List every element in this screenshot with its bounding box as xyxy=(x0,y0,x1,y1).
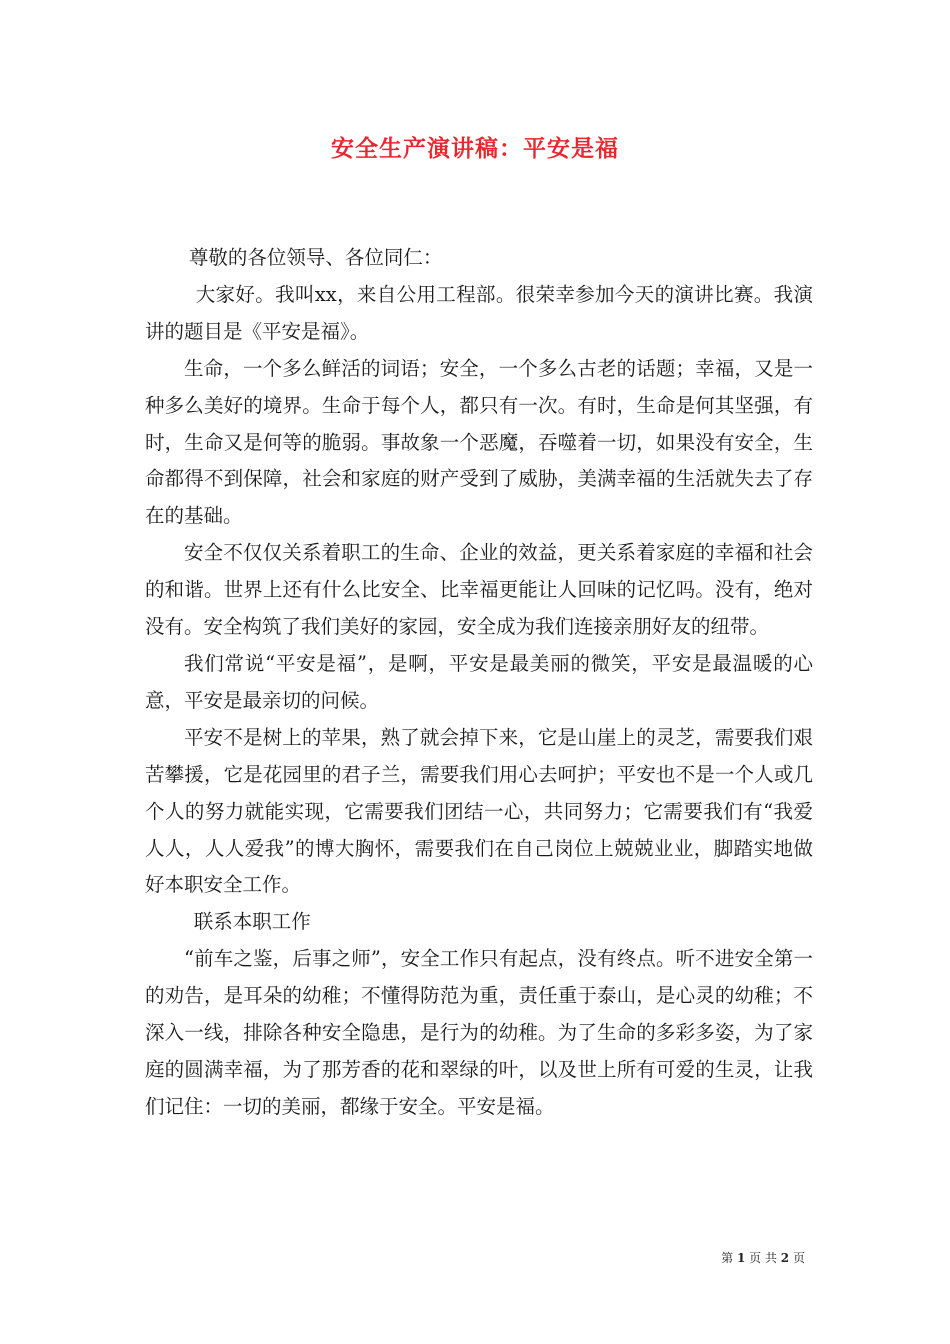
footer-middle: 页 共 xyxy=(749,1251,777,1265)
closing-paragraph: “前车之鉴，后事之师”，安全工作只有起点，没有终点。听不进安全第一的劝告，是耳朵的幼稚；不懂得防范为重，责任重于泰山，是心灵的幼稚；不深入一线，排除各种安全隐患，是行为的幼稚。为了生命的多彩多姿，为了家庭的圆满幸福，为了那芳香的花和翠绿的叶，以及世上所有可爱的生灵，让我们记住：一切的美丽，都缘于安全。平安是福。 xyxy=(145,947,813,1118)
page-number-footer xyxy=(721,1250,805,1266)
current-page-number: 1 xyxy=(736,1251,746,1265)
footer-prefix: 第 xyxy=(721,1251,734,1265)
body-paragraph: 生命，一个多么鲜活的词语；安全，一个多么古老的话题；幸福，又是一种多么美好的境界。生命于每个人，都只有一次。有时，生命是何其坚强，有时，生命又是何等的脆弱。事故象一个恶魔，吞噬着一切，如果没有安全，生命都得不到保障，社会和家庭的财产受到了威胁，美满幸福的生活就失去了存在的基础。 xyxy=(145,356,813,528)
total-pages-number: 2 xyxy=(780,1251,790,1265)
body-paragraph: 我们常说“平安是福”，是啊，平安是最美丽的微笑，平安是最温暖的心意，平安是最亲切的问候。 xyxy=(145,651,813,712)
body-paragraph: 平安不是树上的苹果，熟了就会掉下来，它是山崖上的灵芝，需要我们艰苦攀援，它是花园里的君子兰，需要我们用心去呵护；平安也不是一个人或几个人的努力就能实现，它需要我们团结一心，共同努力；它需要我们有“我爱人人，人人爱我”的博大胸怀，需要我们在自己岗位上兢兢业业，脚踏实地做好本职安全工作。 xyxy=(145,725,813,897)
body-paragraph: 安全不仅仅关系着职工的生命、企业的效益，更关系着家庭的幸福和社会的和谐。世界上还有什么比安全、比幸福更能让人回味的记忆吗。没有，绝对没有。安全构筑了我们美好的家园，安全成为我们连接亲朋好友的纽带。 xyxy=(145,541,813,639)
footer-suffix: 页 xyxy=(792,1251,805,1265)
section-heading: 联系本职工作 xyxy=(193,910,311,934)
document-body xyxy=(145,240,813,1126)
document-title: 安全生产演讲稿：平安是福 xyxy=(331,135,619,162)
salutation-paragraph: 尊敬的各位领导、各位同仁： xyxy=(188,246,443,269)
introduction-paragraph: 大家好。我叫xx，来自公用工程部。很荣幸参加今天的演讲比赛。我演讲的题目是《平安是福》。 xyxy=(145,282,813,343)
